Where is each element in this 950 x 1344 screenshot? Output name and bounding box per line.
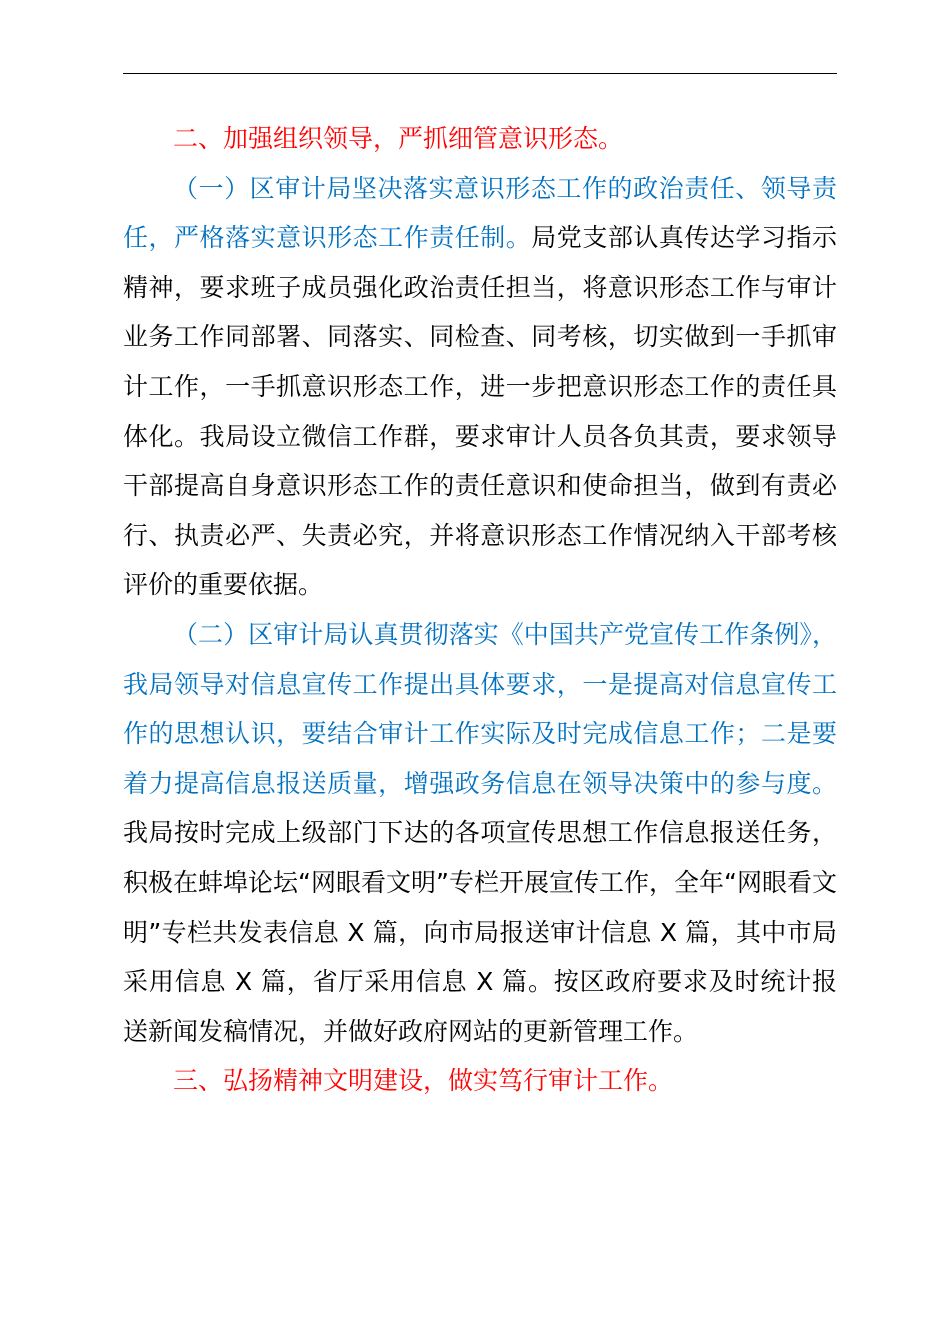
paragraph-1-lead: （一）区审计局坚决落实意识形态工作的政治责任、领导责任，严格落实意识形态工作责任制。	[123, 173, 837, 253]
paragraph-2	[123, 610, 837, 1056]
paragraph-1	[123, 164, 837, 610]
section-heading-2: 二、加强组织领导，严抓细管意识形态。	[173, 124, 624, 153]
document-body	[123, 114, 837, 1106]
section-heading-3: 三、弘扬精神文明建设，做实笃行审计工作。	[173, 1066, 674, 1096]
header-rule	[123, 73, 837, 74]
paragraph-2-lead: （二）区审计局认真贯彻落实《中国共产党宣传工作条例》，我局领导对信息宣传工作提出具体要求，一是提高对信息宣传工作的思想认识，要结合审计工作实际及时完成信息工作；二是要着力提高信息报送质量，增强政务信息在领导决策中的参与度。	[123, 619, 837, 798]
paragraph-2-body: 我局按时完成上级部门下达的各项宣传思想工作信息报送任务，积极在蚌埠论坛“网眼看文明”专栏开展宣传工作，全年“网眼看文明”专栏共发表信息 X 篇，向市局报送审计信息 X 篇，其中市局采用信息 X 篇，省厅采用信息 X 篇。按区政府要求及时统计报送新闻发稿情况，并做好政府网站的更新管理工作。	[123, 818, 837, 1046]
paragraph-1-body: 局党支部认真传达学习指示精神，要求班子成员强化政治责任担当，将意识形态工作与审计业务工作同部署、同落实、同检查、同考核，切实做到一手抓审计工作，一手抓意识形态工作，进一步把意识形态工作的责任具体化。我局设立微信工作群，要求审计人员各负其责，要求领导干部提高自身意识形态工作的责任意识和使命担当，做到有责必行、执责必严、失责必究，并将意识形态工作情况纳入干部考核评价的重要依据。	[123, 223, 837, 600]
